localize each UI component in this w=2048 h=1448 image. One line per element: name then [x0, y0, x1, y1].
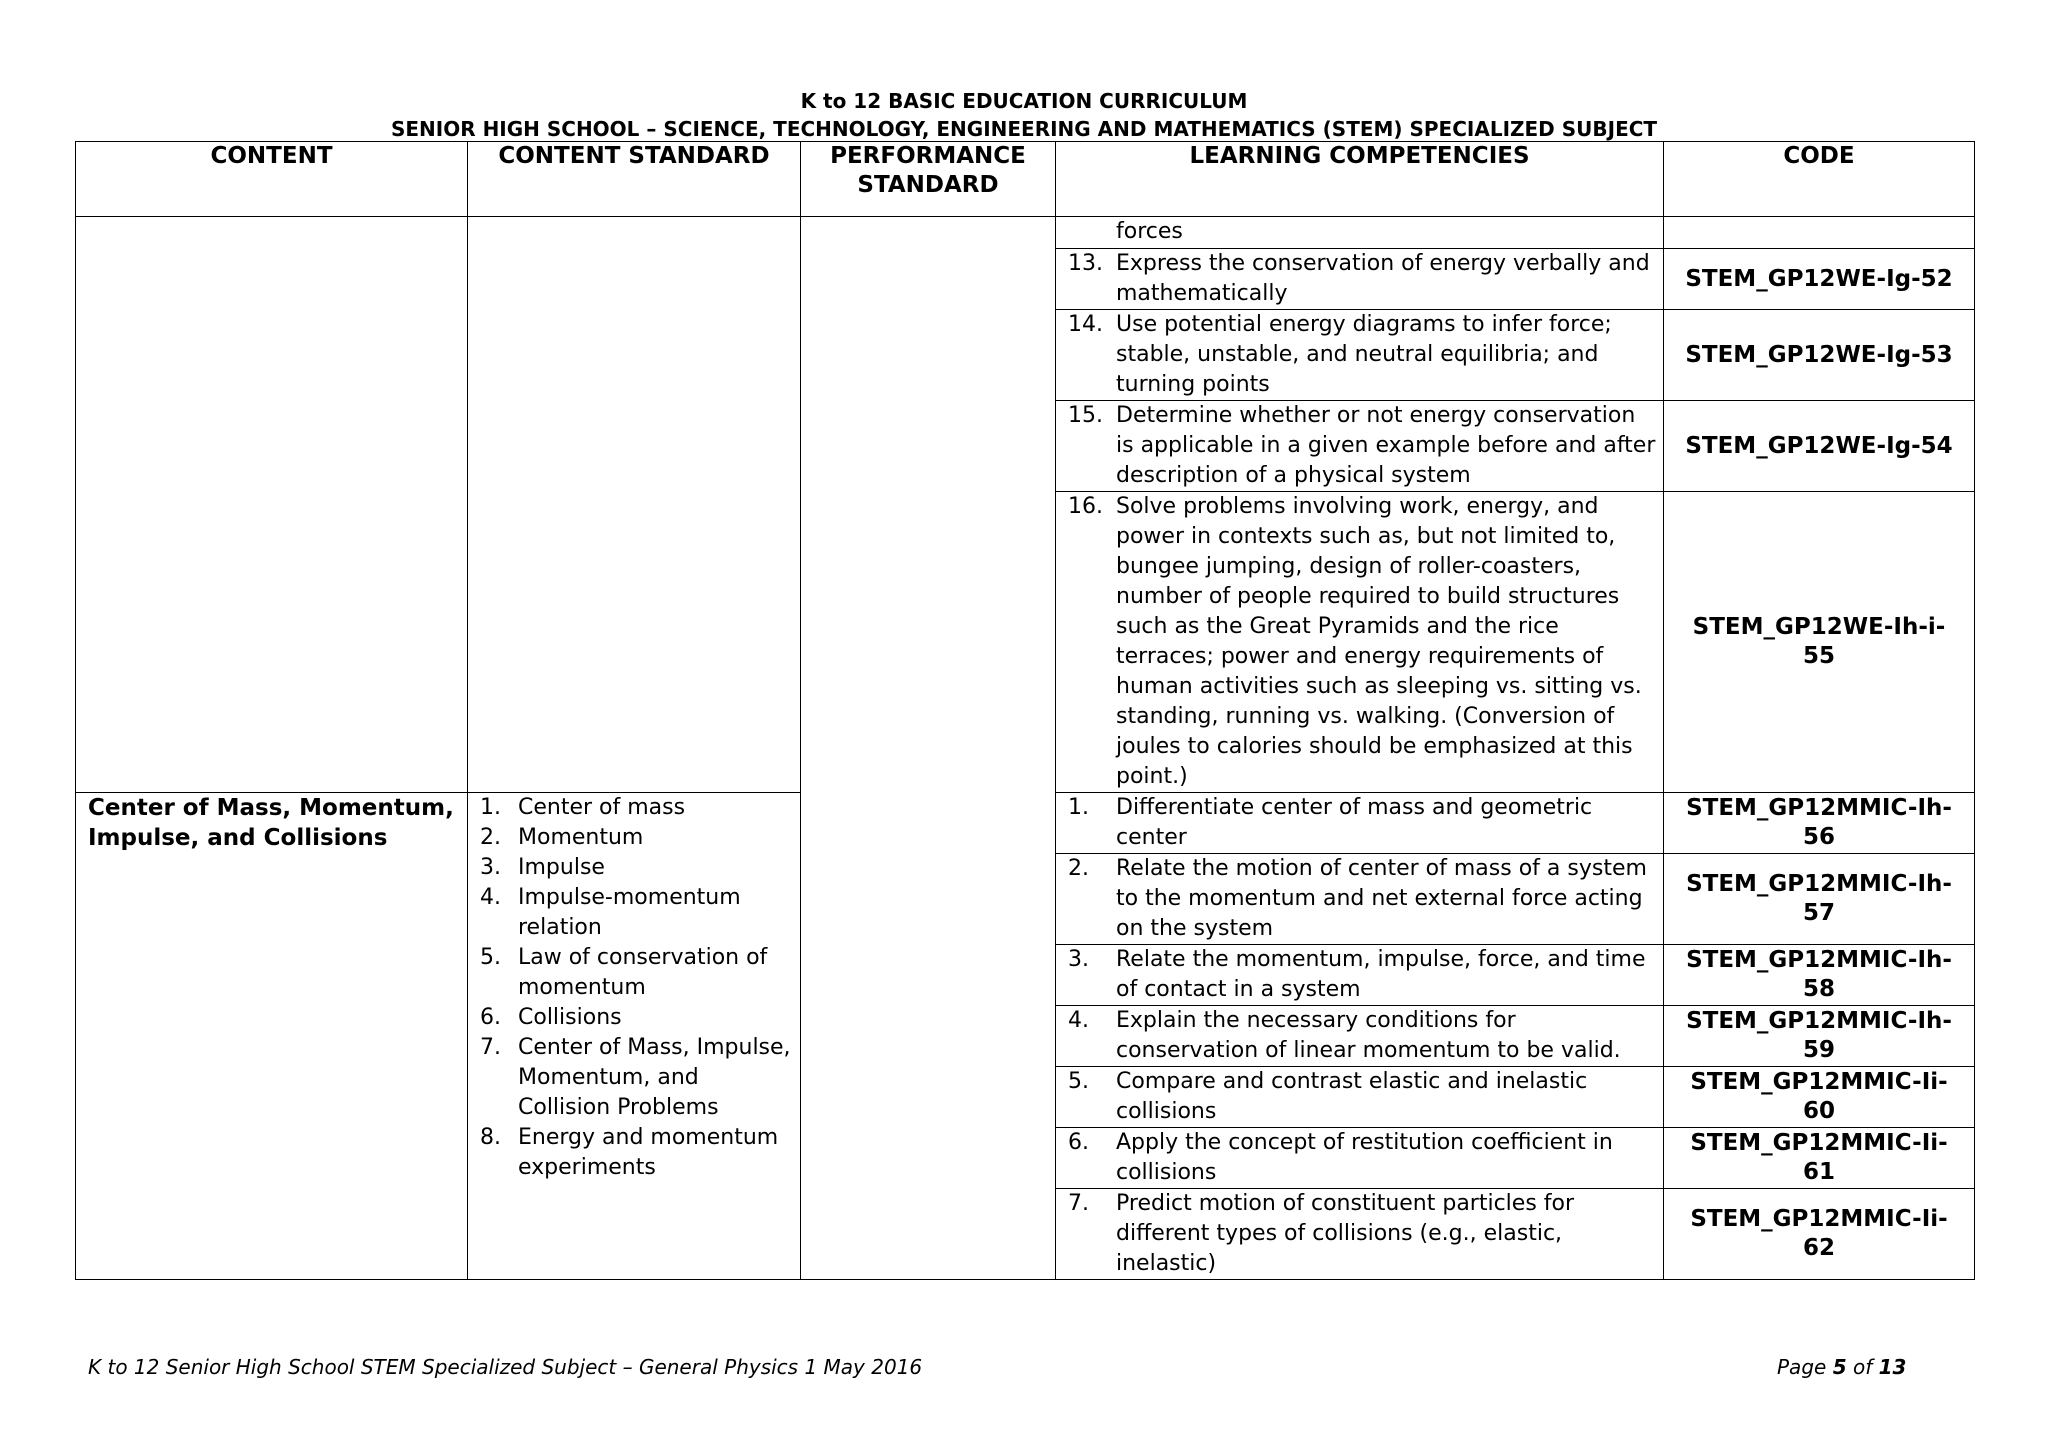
competency-cell	[1056, 1006, 1664, 1067]
list-item	[474, 883, 794, 943]
code-cell: STEM_GP12WE-Ig-54	[1664, 401, 1975, 492]
code-cell	[1664, 1128, 1975, 1189]
code-cell	[1664, 793, 1975, 854]
code-line2: 62	[1802, 1235, 1835, 1261]
list-item	[474, 943, 794, 1003]
code-line2: 59	[1802, 1037, 1835, 1063]
competency-cell	[1056, 217, 1664, 249]
competency-number: 6.	[1068, 1130, 1089, 1155]
code-line2: 55	[1802, 643, 1835, 669]
curriculum-subtitle: SENIOR HIGH SCHOOL – SCIENCE, TECHNOLOGY, ENGINEERING AND MATHEMATICS (STEM) SPECIALIZED SUBJECT	[390, 117, 1658, 141]
footer-document-title: K to 12 Senior High School STEM Specialized Subject – General Physics 1 May 2016	[88, 1355, 923, 1379]
competency-cell	[1056, 310, 1664, 401]
competency-text: Relate the momentum, impulse, force, and time of contact in a system	[1116, 947, 1646, 1002]
list-text: Collisions	[518, 1005, 622, 1030]
competency-cell	[1056, 401, 1664, 492]
content-cell-empty	[76, 217, 468, 793]
competency-cell	[1056, 945, 1664, 1006]
competency-number: 4.	[1068, 1008, 1089, 1033]
content-standard-cell-empty	[468, 217, 801, 793]
competency-text: Determine whether or not energy conservation is applicable in a given example before and after description of a physical system	[1116, 403, 1656, 488]
code-line1: STEM_GP12MMIC-Ih-	[1686, 795, 1952, 821]
competency-number: 1.	[1068, 795, 1089, 820]
code-line1: STEM_GP12MMIC-Ih-	[1686, 947, 1952, 973]
code-cell	[1664, 945, 1975, 1006]
code-line1: STEM_GP12MMIC-Ih-	[1686, 871, 1952, 897]
list-text: Momentum	[518, 825, 644, 850]
perf-line1: PERFORMANCE	[830, 143, 1026, 169]
list-item	[474, 1123, 794, 1183]
list-item	[474, 823, 794, 853]
competency-text: Differentiate center of mass and geometric center	[1116, 795, 1593, 850]
competency-text: Predict motion of constituent particles for different types of collisions (e.g., elastic, inelastic)	[1116, 1191, 1575, 1276]
competency-number: 16.	[1068, 494, 1103, 519]
list-number: 3.	[480, 855, 501, 880]
code-line1: STEM_GP12MMIC-Ii-	[1690, 1130, 1948, 1156]
competency-cell	[1056, 492, 1664, 793]
competency-text: Explain the necessary conditions for conservation of linear momentum to be valid.	[1116, 1008, 1621, 1063]
competency-text: Relate the motion of center of mass of a system to the momentum and net external force acting on the system	[1116, 856, 1647, 941]
list-number: 2.	[480, 825, 501, 850]
list-number: 1.	[480, 795, 501, 820]
content-standard-list-cell	[468, 793, 801, 1280]
table-header-row	[76, 142, 1975, 217]
competency-cell	[1056, 1128, 1664, 1189]
code-line1: STEM_GP12WE-Ih-i-	[1692, 614, 1946, 640]
perf-line2: STANDARD	[857, 172, 999, 198]
competency-number: 14.	[1068, 312, 1103, 337]
code-cell: STEM_GP12WE-Ig-53	[1664, 310, 1975, 401]
page-current: 5	[1832, 1355, 1847, 1379]
competency-number: 13.	[1068, 251, 1103, 276]
list-text: Impulse	[518, 855, 605, 880]
code-line2: 58	[1802, 976, 1835, 1002]
code-line1: STEM_GP12MMIC-Ih-	[1686, 1008, 1952, 1034]
code-cell	[1664, 854, 1975, 945]
code-line2: 60	[1802, 1098, 1835, 1124]
content-standard-list	[474, 793, 794, 1183]
page-of: of	[1846, 1355, 1879, 1379]
curriculum-title: K to 12 BASIC EDUCATION CURRICULUM	[800, 89, 1248, 113]
competency-cell	[1056, 793, 1664, 854]
competency-cell	[1056, 854, 1664, 945]
code-cell	[1664, 1189, 1975, 1280]
list-item	[474, 853, 794, 883]
competency-number: 2.	[1068, 856, 1089, 881]
competency-number: 7.	[1068, 1191, 1089, 1216]
table-row	[76, 217, 1975, 249]
competency-cell	[1056, 249, 1664, 310]
competency-text: Solve problems involving work, energy, and power in contexts such as, but not limited to, bungee jumping, design of roller-coasters, number of people required to build structures such as the Great Pyramids and the rice terraces; power and energy requirements of human activities such as sleeping vs. sitting vs. standing, running vs. walking. (Conversion of joules to calories should be emphasized at this point.)	[1116, 494, 1642, 789]
content-topic: Center of Mass, Momentum, Impulse, and Collisions	[76, 793, 468, 1280]
code-cell	[1664, 1006, 1975, 1067]
list-text: Energy and momentum experiments	[518, 1125, 779, 1180]
performance-standard-cell-empty	[801, 217, 1056, 1280]
competency-text: Use potential energy diagrams to infer force; stable, unstable, and neutral equilibria; and turning points	[1116, 312, 1612, 397]
list-item	[474, 793, 794, 823]
code-line2: 56	[1802, 824, 1835, 850]
list-number: 8.	[480, 1125, 501, 1150]
list-text: Center of mass	[518, 795, 686, 820]
competency-number: 15.	[1068, 403, 1103, 428]
col-header-code: CODE	[1664, 142, 1975, 217]
code-line1: STEM_GP12MMIC-Ii-	[1690, 1206, 1948, 1232]
page-prefix: Page	[1777, 1355, 1833, 1379]
code-cell	[1664, 492, 1975, 793]
competency-cell	[1056, 1067, 1664, 1128]
code-cell	[1664, 217, 1975, 249]
code-line2: 61	[1802, 1159, 1835, 1185]
col-header-content-standard: CONTENT STANDARD	[468, 142, 801, 217]
list-number: 4.	[480, 885, 501, 910]
list-text: Impulse-momentum relation	[518, 885, 741, 940]
page-total: 13	[1878, 1355, 1907, 1379]
list-number: 5.	[480, 945, 501, 970]
competency-text: forces	[1116, 219, 1183, 244]
list-text: Law of conservation of momentum	[518, 945, 768, 1000]
curriculum-table	[75, 141, 1975, 1280]
code-cell	[1664, 1067, 1975, 1128]
list-item	[474, 1033, 794, 1123]
code-line2: 57	[1802, 900, 1835, 926]
list-item	[474, 1003, 794, 1033]
footer-page-number	[1777, 1355, 1906, 1379]
competency-number	[1068, 217, 1116, 247]
competency-number: 5.	[1068, 1069, 1089, 1094]
col-header-content: CONTENT	[76, 142, 468, 217]
col-header-performance-standard	[801, 142, 1056, 217]
competency-cell	[1056, 1189, 1664, 1280]
list-text: Center of Mass, Impulse, Momentum, and Collision Problems	[518, 1035, 791, 1120]
competency-text: Compare and contrast elastic and inelastic collisions	[1116, 1069, 1588, 1124]
list-number: 7.	[480, 1035, 501, 1060]
competency-text: Express the conservation of energy verbally and mathematically	[1116, 251, 1650, 306]
competency-number: 3.	[1068, 947, 1089, 972]
list-number: 6.	[480, 1005, 501, 1030]
code-cell: STEM_GP12WE-Ig-52	[1664, 249, 1975, 310]
col-header-learning-competencies: LEARNING COMPETENCIES	[1056, 142, 1664, 217]
code-line1: STEM_GP12MMIC-Ii-	[1690, 1069, 1948, 1095]
competency-text: Apply the concept of restitution coefficient in collisions	[1116, 1130, 1613, 1185]
